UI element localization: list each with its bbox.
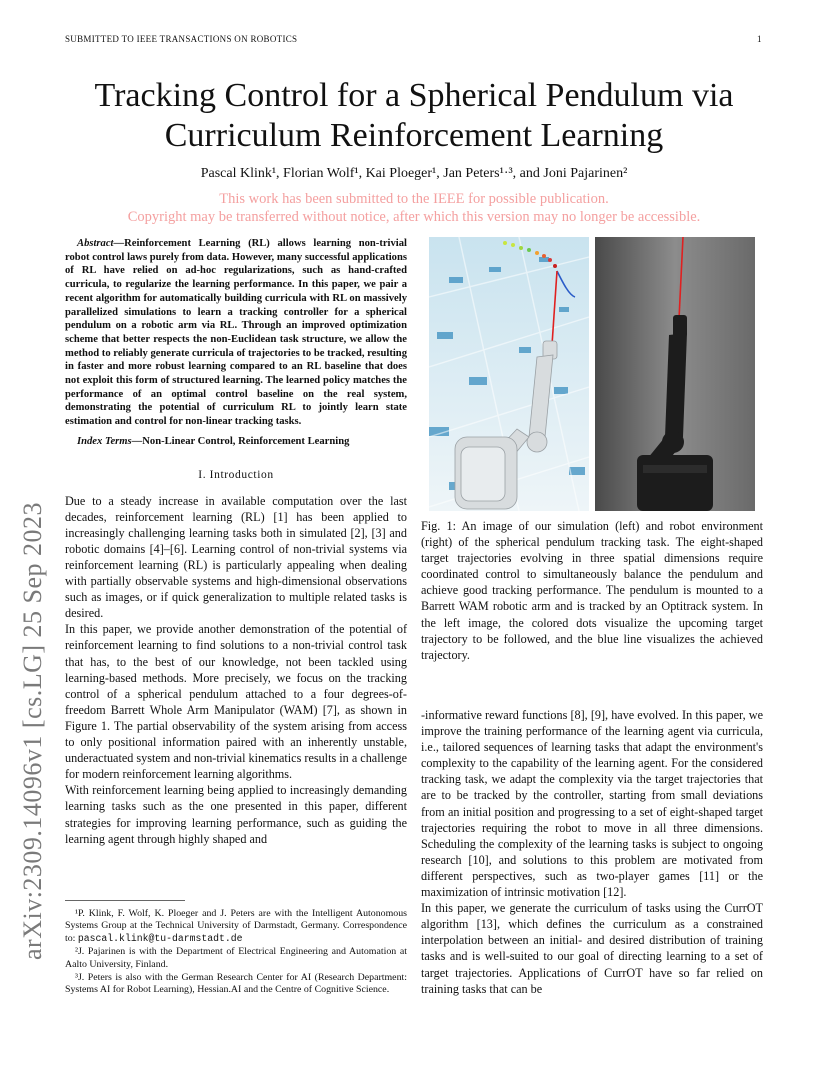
section-heading-introduction: I. Introduction <box>198 468 274 481</box>
intro-paragraph-1: Due to a steady increase in available computation over the last decades, reinforcement learning (RL) [1] has been applied to increasingly challenging learning tasks both in simulated [2], [3] and robotic domains [4]–[6]. Learning control of non-trivial systems via reinforcement learning (RL) is particularly appealing when dealing with partially observable systems and high-dimensional observations such as images, or if quick generalization to multiple related tasks is desired. <box>65 493 407 621</box>
notice-line-2: Copyright may be transferred without notice, after which this version may no longer be accessible. <box>127 209 701 225</box>
footnote-1 <box>65 908 407 945</box>
paper-title: Tracking Control for a Spherical Pendulum via Curriculum Reinforcement Learning <box>94 77 734 154</box>
page-number: 1 <box>757 34 762 44</box>
correspondence-email[interactable]: pascal.klink@tu-darmstadt.de <box>77 932 243 944</box>
footnote-3: ³J. Peters is also with the German Research Center for AI (Research Department: Systems AI for Robot Learning), Hessian.AI and the Centre of Cognitive Science. <box>65 972 407 996</box>
footnote-rule <box>65 900 185 901</box>
intro-paragraph-2: In this paper, we provide another demonstration of the potential of reinforcement learning to find solutions to a non-trivial control task that has, to the best of our knowledge, not been tackled using learning-based methods. More precisely, we focus on the tracking control of a spherical pendulum attached to a four degrees-of-freedom Barrett Whole Arm Manipulator (WAM) [7], as shown in Figure 1. The partial observability of the system arising from access to only positional information paired with an inherently unstable, underactuated system and non-trivial kinematics results in a challenge for modern reinforcement learning algorithms. <box>65 622 407 782</box>
running-header: SUBMITTED TO IEEE TRANSACTIONS ON ROBOTICS <box>65 34 298 44</box>
right-paragraph-2: In this paper, we generate the curriculum of tasks using the CurrOT algorithm [13], which defines the curriculum as a constrained interpolation between an initial- and desired distribution of training tasks and is well-suited to our goal of directing learning to a set of target trajectories. Applications of CurrOT have so far relied on training tasks that can be <box>421 901 763 996</box>
index-terms-text: —Non-Linear Control, Reinforcement Learning <box>131 435 350 447</box>
abstract <box>65 237 407 429</box>
author-list: Pascal Klink¹, Florian Wolf¹, Kai Ploeger¹, Jan Peters¹·³, and Joni Pajarinen² <box>200 166 628 181</box>
figure-1 <box>429 237 755 511</box>
simulation-image <box>429 237 589 511</box>
right-column-body <box>421 707 763 997</box>
index-terms <box>65 435 407 449</box>
footnote-1-text: ¹P. Klink, F. Wolf, K. Ploeger and J. Peters are with the Intelligent Autonomous Systems Group at the Technical University of Darmstadt, Germany. Correspondence to: <box>65 908 407 944</box>
arxiv-stamp: arXiv:2309.14096v1 [cs.LG] 25 Sep 2023 <box>18 501 47 960</box>
right-paragraph-1: -informative reward functions [8], [9], have evolved. In this paper, we improve the training performance of the learning agent via curricula, i.e., tailored sequences of learning tasks that adapt the environment's complexity to the capability of the learning agent. For the considered tracking task, we adapt the complexity via the target trajectories that are to be tracked by the controller, starting from small deviations from an initial position and progressing to a set of eight-shaped target trajectories requiring the robot to move in all three dimensions. Scheduling the complexity of the learning tasks is subject to ongoing research [10], and solutions to this problem are motivated from different perspectives, such as two-player games [11] or the maximization of intrinsic motivation [12]. <box>421 708 763 900</box>
abstract-label: Abstract <box>77 238 114 249</box>
ieee-notice <box>40 190 788 226</box>
intro-paragraph-3: With reinforcement learning being applied to increasingly demanding learning tasks such as the one presented in this paper, different strategies for improving learning performance, such as guiding the learning agent through highly shaped and <box>65 783 407 846</box>
figure-caption: Fig. 1: An image of our simulation (left) and robot environment (right) of the spherical pendulum tracking task. The eight-shaped target trajectories evolving in three spatial dimensions require coordinated control to simultaneously balance the pendulum and achieve good tracking performance. The pendulum is mounted to a Barrett WAM robotic arm and is tracked by an Optitrack system. In the left image, the colored dots visualize the upcoming target trajectory to be followed, and the blue line visualizes the achieved trajectory. <box>421 519 763 662</box>
abstract-text: —Reinforcement Learning (RL) allows learning non-trivial robot control laws purely from data. However, many successful applications of RL have relied on ad-hoc regularizations, such as hand-crafted curricula, to regularize the learning performance. In this paper, we pair a recent algorithm for automatically building curricula with RL on massively parallelized simulations to learn a tracking controller for a spherical pendulum on a robotic arm via RL. Through an improved optimization scheme that better respects the non-Euclidean task structure, we allow the method to reliably generate curricula of trajectories to be tracked, resulting in faster and more robust learning compared to an RL baseline that does not exploit this form of structured learning. The learned policy matches the performance of an optimal control baseline on the real system, demonstrating the potential of curriculum RL to jointly learn state estimation and control for non-linear tracking tasks. <box>65 238 407 428</box>
index-terms-label: Index Terms <box>77 435 132 447</box>
figure-1-images <box>429 237 755 511</box>
footnotes <box>65 908 407 998</box>
real-robot-image <box>595 237 755 511</box>
footnote-2: ²J. Pajarinen is with the Department of Electrical Engineering and Automation at Aalto University, Finland. <box>65 946 407 970</box>
left-column <box>65 237 407 847</box>
notice-line-1: This work has been submitted to the IEEE for possible publication. <box>219 191 609 207</box>
